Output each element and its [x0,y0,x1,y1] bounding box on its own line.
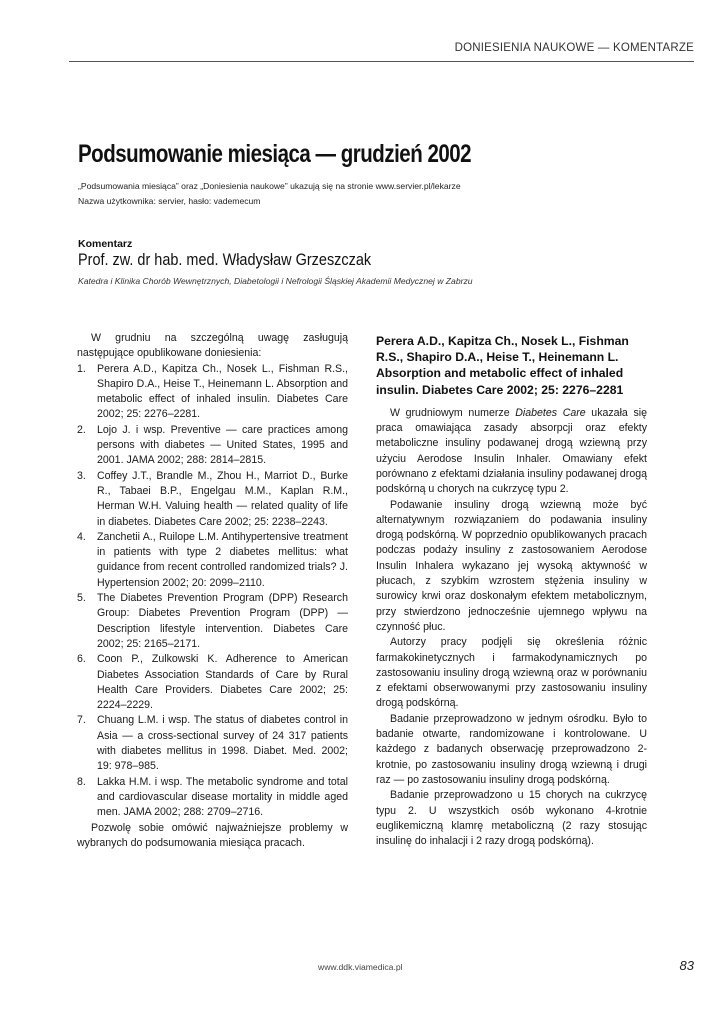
author-name: Prof. zw. dr hab. med. Władysław Grzeszczak [78,250,372,269]
body-paragraph: Badanie przeprowadzono u 15 chorych na cukrzycę typu 2. U wszystkich osób wykonano 4-krotnie euglikemiczną klamrę metaboliczną (2 razy stosując insulinę do inhalacji i 2 razy drogą podskórną). [376,789,647,848]
reference-item: 3. Coffey J.T., Brandle M., Zhou H., Marriot D., Burke R., Tabaei B.P., Engelgau M.M., Kaplan R.M., Herman W.H. Valuing health — related quality of life in diabetes. Diabetes Care 2002; 25: 2238–2243. [77,469,348,528]
page-number: 83 [679,958,694,973]
closing-paragraph: Pozwolę sobie omówić najważniejsze problemy w wybranych do podsumowania miesiąca pracach. [77,821,348,849]
commentary-label: Komentarz [78,238,133,250]
body-paragraph: Badanie przeprowadzono w jednym ośrodku. Było to badanie otwarte, randomizowane i kontrolowane. U każdego z badanych obserwację przeprowadzono 2-krotnie, po zastosowaniu insuliny drogą wziewną i drugi raz — po zastosowaniu insuliny drogą podskórną. [376,712,647,786]
reference-item: 2. Lojo J. i wsp. Preventive — care practices among persons with diabetes — United States, 1995 and 2001. JAMA 2002; 288: 2814–2815. [77,423,348,467]
author-affiliation: Katedra i Klinika Chorób Wewnętrznych, Diabetologii i Nefrologii Śląskiej Akademii Medycznej w Zabrzu [78,276,473,286]
reference-item: 7. Chuang L.M. i wsp. The status of diabetes control in Asia — a cross-sectional survey of 24 317 patients with diabetes mellitus in 1998. Diabet. Med. 2002; 19: 978–985. [77,714,348,773]
reference-item: 4. Zanchetii A., Ruilope L.M. Antihypertensive treatment in patients with type 2 diabetes mellitus: what guidance from recent controlled randomized trials? J. Hypertension 2002; 20: 2099–2110. [77,530,348,589]
body-paragraph: Autorzy pracy podjęli się określenia różnic farmakokinetycznych i farmakodynamicznych po zastosowaniu insuliny drogą wziewną oraz w porównaniu z efektami obserwowanymi przy zastosowaniu insuliny drogą podskórną. [376,636,647,710]
running-header: DONIESIENIA NAUKOWE — KOMENTARZE [454,42,694,54]
reference-item: 6. Coon P., Zulkowski K. Adherence to American Diabetes Association Standards of Care by Rural Health Care Providers. Diabetes Care 2002; 25: 2224–2229. [77,653,348,712]
website-note: „Podsumowania miesiąca” oraz „Doniesienia naukowe” ukazują się na stronie www.servier.pl/lekarze [78,181,461,191]
page-title: Podsumowanie miesiąca — grudzień 2002 [78,140,472,168]
footer-url: www.ddk.viamedica.pl [318,962,403,972]
reference-item: 1. Perera A.D., Kapitza Ch., Nosek L., Fishman R.S., Shapiro D.A., Heise T., Heinemann L. Absorption and metabolic effect of inhaled insulin. Diabetes Care 2002; 25: 2276–2281. [77,362,348,421]
body-paragraph: Podawanie insuliny drogą wziewną może być alternatywnym rozwiązaniem do podawania insuliny drogą podskórną. W poprzednio opublikowanych pracach podczas podaży insuliny z zastosowaniem Aerodose Insulin Inhalera wykazano jej wysoką aktywność w płucach, z szybkim wzrostem stężenia insuliny w surowicy krwi oraz doskonałym efektem metabolicznym, przy stwierdzono jednocześnie ujemnego wpływu na czynność płuc. [376,498,647,633]
header-rule [69,61,694,62]
login-note: Nazwa użytkownika: servier, hasło: vademecum [78,196,261,206]
reference-list [77,362,348,821]
right-column [376,333,647,849]
intro-paragraph: W grudniu na szczególną uwagę zasługują następujące opublikowane doniesienia: [77,332,348,360]
article-heading: Perera A.D., Kapitza Ch., Nosek L., Fishman R.S., Shapiro D.A., Heise T., Heinemann L. Absorption and metabolic effect of inhaled insulin. Diabetes Care 2002; 25: 2276–2281 [376,334,629,397]
body-paragraph: W grudniowym numerze Diabetes Care ukazała się praca omawiająca zasady absorpcji oraz efekty metaboliczne insuliny podawanej drogą wziewną przy użyciu Aerodose Insulin Inhaler. Omawiany efekt porównano z efektami działania insuliny podawanej drogą podskórną u chorych na cukrzycę typu 2. [376,406,648,496]
reference-item: 8. Lakka H.M. i wsp. The metabolic syndrome and total and cardiovascular disease mortality in middle aged men. JAMA 2002; 288: 2709–2716. [77,775,348,819]
left-column [77,331,348,851]
journal-name: Diabetes Care [515,406,586,419]
reference-item: 5. The Diabetes Prevention Program (DPP) Research Group: Diabetes Prevention Program (DPP) — Description lifestyle intervention. Diabetes Care 2002; 25: 2165–2171. [77,592,348,650]
